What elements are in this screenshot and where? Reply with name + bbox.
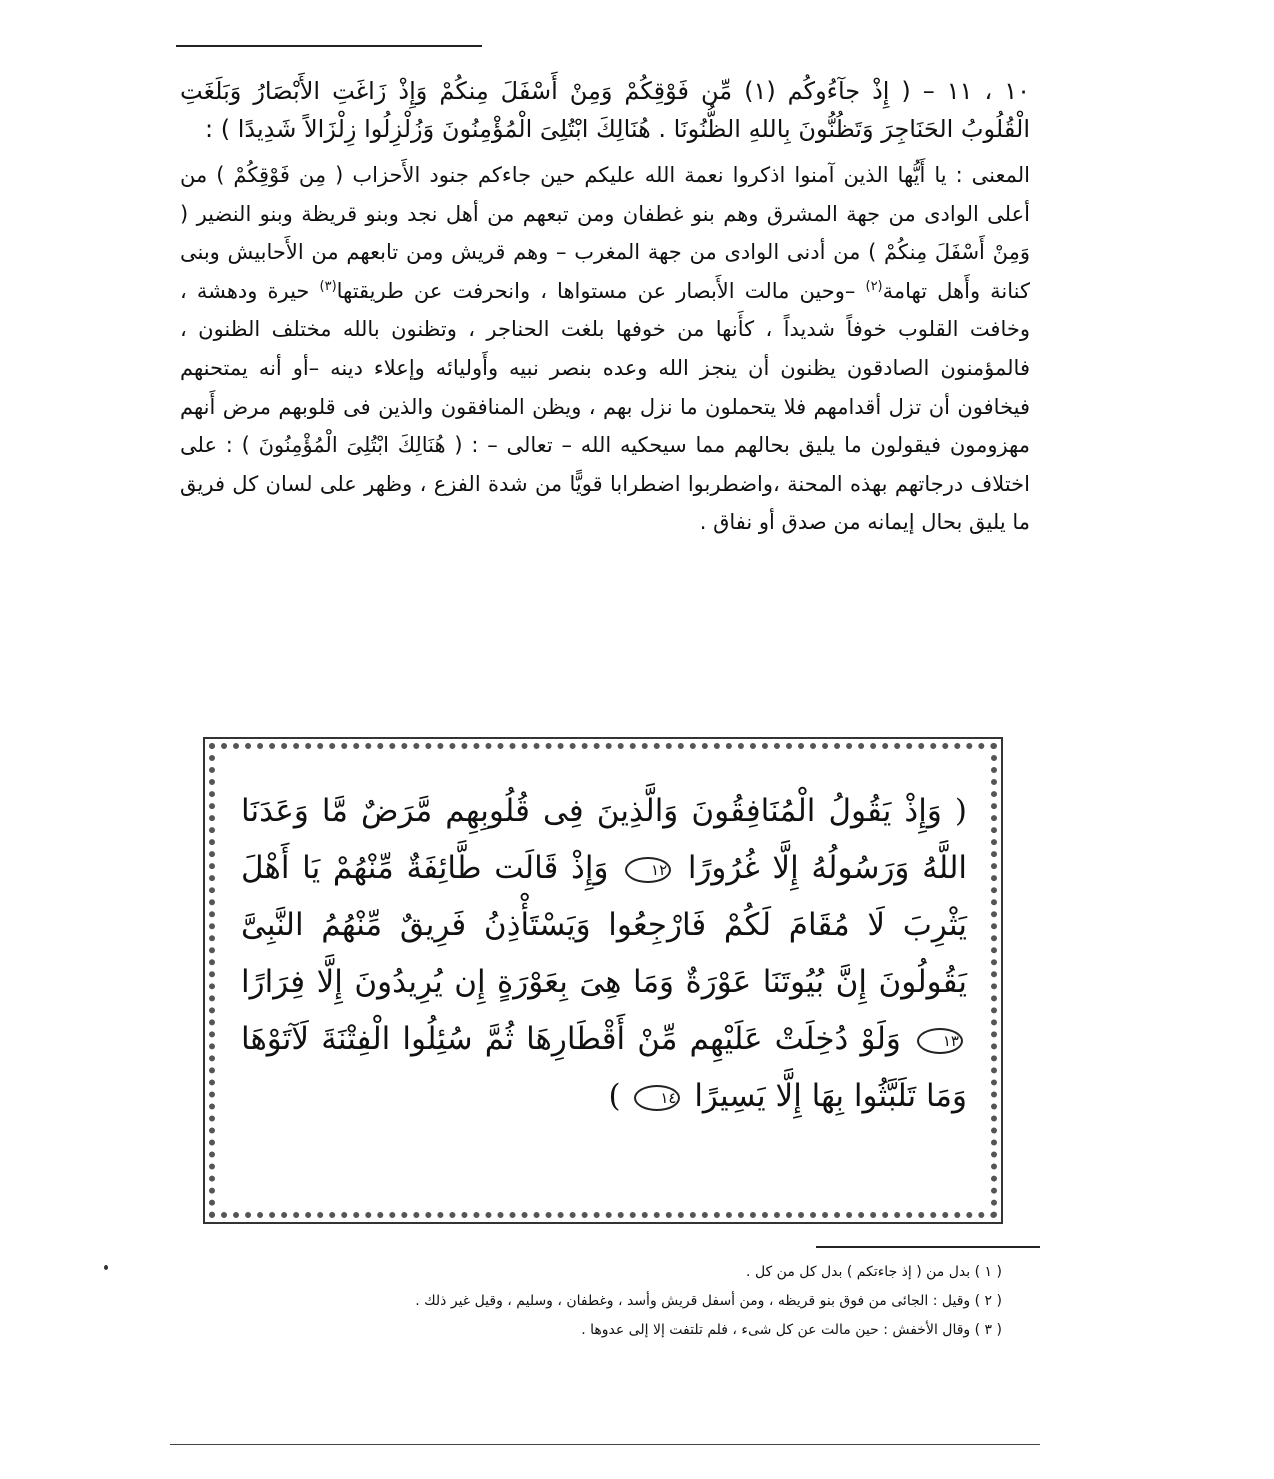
ayah-number-14: ١٤: [634, 1085, 680, 1111]
commentary-section: [180, 72, 1030, 542]
margin-mark: [104, 1265, 108, 1270]
top-divider: [176, 45, 482, 47]
ayah-number-13: ١٣: [917, 1028, 963, 1054]
explanation-text-part-2: –وحين مالت الأَبصار عن مستواها ، وانحرفت عن طريقتها: [336, 278, 866, 303]
ayah-number-12: ١٢: [625, 857, 671, 883]
quran-text-opening: ( وَإِذْ يَقُولُ الْمُنَافِقُونَ وَالَّذِينَ فِى قُلُوبِهِم مَّرَضٌ مَّا وَعَدَنَا اللَّهُ وَرَسُولُهُ إِلَّا غُرُورًا: [241, 793, 968, 886]
bottom-divider: [170, 1444, 1040, 1445]
quran-text-middle-2: وَلَوْ دُخِلَتْ عَلَيْهِم مِّنْ أَقْطَارِهَا ثُمَّ سُئِلُوا الْفِتْنَةَ لَآتَوْهَا وَمَا تَلَبَّثُوا بِهَا إِلَّا يَسِيرًا: [241, 1021, 967, 1114]
quran-text-middle-1: وَإِذْ قَالَت طَّائِفَةٌ مِّنْهُمْ يَا أَهْلَ يَثْرِبَ لَا مُقَامَ لَكُمْ فَارْجِعُوا وَيَسْتَأْذِنُ فَرِيقٌ مِّنْهُمُ النَّبِىَّ يَقُولُونَ إِنَّ بُيُوتَنَا عَوْرَةٌ وَمَا هِىَ بِعَوْرَةٍ إِن يُرِيدُونَ إِلَّا فِرَارًا: [241, 850, 967, 1000]
explanation-text-part-1: المعنى : يا أَيُّها الذين آمنوا اذكروا نعمة الله عليكم حين جاءكم جنود الأَحزاب ( مِن فَوْقِكُمْ ) من أعلى الوادى من جهة المشرق وهم بنو غطفان ومن تبعهم من أهل نجد وبنو قريظة وبنو النضير ( وَمِنْ أَسْفَلَ مِنكُمْ ) من أدنى الوادى من جهة المغرب – وهم قريش ومن تابعهم من الأَحابيش وبنى كنانة وأَهل تهامة: [180, 163, 1031, 303]
verse-heading: ١٠ ، ١١ – ( إِذْ جآءُوكُم (١) مِّن فَوْقِكُمْ وَمِنْ أَسْفَلَ مِنكُمْ وَإِذْ زَاغَتِ الأَبْصَارُ وَبَلَغَتِ الْقُلُوبُ الحَنَاجِرَ وَتَظُنُّونَ بِاللهِ الظُّنُونَا . هُنَالِكَ ابْتُلِىَ الْمُؤْمِنُونَ وَزُلْزِلُوا زِلْزَالاً شَدِيدًا ) :: [180, 77, 1030, 143]
footnote-2: ( ٢ ) وقيل : الجائى من فوق بنو قريظه ، ومن أسفل قريش وأسد ، وغطفان ، وسليم ، وقيل غير ذلك .: [415, 1293, 1002, 1309]
explanation-paragraph: [180, 156, 1030, 542]
explanation-text-part-3: حيرة ودهشة ، وخافت القلوب خوفاً شديداً ، كأَنها من خوفها بلغت الحناجر ، وتظنون بالله مختلف الظنون ، فالمؤمنون الصادقون يظنون أن ينجز الله وعده بنصر نبيه وأَوليائه وإعلاء دينه –أو أنه يمتحنهم فيخافون أن تزل أقدامهم فلا يتحملون ما نزل بهم ، ويظن المنافقون والذين فى قلوبهم مرض أَنهم مهزومون فيقولون ما يليق بحالهم مما سيحكيه الله – تعالى – : ( هُنَالِكَ ابْتُلِىَ الْمُؤْمِنُونَ ) : على اختلاف درجاتهم بهذه المحنة ،واضطربوا اضطرابا قويًّا من شدة الفزع ، وظهر على لسان كل فريق ما يليق بحال إيمانه من صدق أو نفاق .: [180, 278, 1030, 535]
footnote-ref-3[interactable]: (٣): [319, 278, 337, 294]
quran-text-closing: ): [608, 1078, 621, 1114]
quran-verse-text: [241, 783, 967, 1125]
quran-verse-frame: [203, 737, 1003, 1224]
footnotes-section: [250, 1258, 1002, 1345]
footnote-divider: [816, 1246, 1040, 1248]
footnote-1: ( ١ ) بدل من ( إذ جاءتكم ) بدل كل من كل .: [746, 1264, 1002, 1280]
footnote-ref-2[interactable]: (٢): [865, 278, 883, 294]
footnote-3: ( ٣ ) وقال الأخفش : حين مالت عن كل شىء ، فلم تلتفت إلا إلى عدوها .: [581, 1322, 1002, 1338]
